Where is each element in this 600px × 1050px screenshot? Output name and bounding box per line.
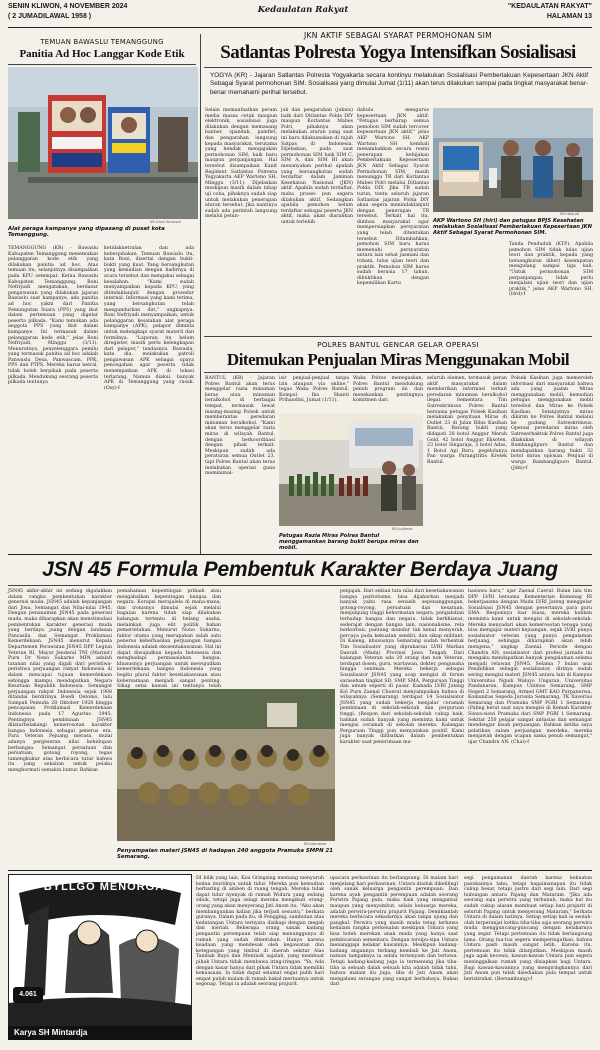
bawaslu-kicker: TEMUAN BAWASLU TEMANGGUNG <box>40 38 164 46</box>
sosialisasi-photo <box>433 108 593 212</box>
jsn-top-rule <box>8 554 592 555</box>
jsn-body-col2: pemahaman kepentingan pribadi atau mengabaikan kepentingan bangsa dan negara. Korupsi merajalela di mana-mana, dan ironisnya dimulai sejak melalui bagaian karena tidak siap dilakukan kalangan tertentu di belang usaha, melainkan juga elit politik bahan pemerintahan. Menurut Nono Sukarno, faktor utama yang merupakan salah satu penerus keberhasilan perjuangan bangsa Indonesia adalah ekosentakawanan. Hal ini dapat diwujudkan kepada Indonesia dan menghadapi permasalahan bangsa, khususnya perjuangan untuk mewujudkan kemerdekaan, bangsa Indonesia yang begitu plural faktor kesetiakawanan atau kebersamaan menjadi sangat penting. Sikap setia kawan ini tentunya telah <box>117 589 221 690</box>
bantul-headline: Ditemukan Penjualan Miras Menggunakan Mobil <box>226 350 570 369</box>
masthead-date: SENIN KLIWON, 4 NOVEMBER 2024 <box>8 3 128 10</box>
masthead <box>8 3 592 25</box>
bantul-body-col4: seluruh elemen, termasuk peran aktif masyarakat dalam memberikan informasi terkait peredaran minuman beralkohol ilegal. Sementara Tim Satreskrimsus Polres Bantul bersama petugas Polsek Kasihan melakukan penyitaan Miras di Outlet 23 di Jalan Bibis Kasihan Bantul, Barang bukti yang didapati 28 botol Anggur Merah Gold, 42 botol Anggur Eksoten, 23 botol Singaraja, 3 botol Adas, 1 Botol Api Baru, pegelolanya Pan warga Parangtritis Kretek Bantul. <box>427 376 507 465</box>
jsn-body-col4: hasiswa baru," ujar Zaenal Caerul. Bulan lalu tim DPP LVRI bersama Kementerian Kemenag RI bekerjasama dengan Mada LVRI Jateng menggelar Sosialisasi JSN45 dengan pesertanya para guru SMA. Responnya luar biasa, mereka bahkan meminta kami untuk mengisi di sekolah-sekolah. Mereka menyadari akan kemerosotan tenaga yang bisa mengajar materi kejuangan, sejak LVRI punya sosialisator veteran yang punya pengalaman berjuang, sehingga diharapkan akan lebih mengena," ungkap Zaenal. Periode dengan Chandra AN, sosialisator dari profesi jurnalis ini mengaku mendapatkan banyak pengalaman selama menjadi relawan JSN45. Selama 7 bulan usai Pendidikan sebagai sosialisator, dirinya sudah sering mengisi materi JSN45 antara lain di Kampus Universitas Ngudi Waluyo Ungaran, Universitas Pandanaran, Kampus Unimus Semarang, SMP Negeri 2 Semarang, Armed GMT KAO Purpanerwa, Komunitas Sepeda Jurusila Semarang, TK Xaverius Semarang dan Pramuka SMP PGRI 1 Semarang. (Paling berat saat saya mengisi di Kemah Karakter Siswa-siswi Pramuka dari SMP PGRI 1 Semarang. Sekitar 250 pelajar sangat antusias dan semangat mendengar kisah perjuangan. Bahkan ketika saya pelatihan salam perjuangan merdeka, mereka menjawab dengan ucapan sama penuh semangat," ujar Chandra AN. (Chai)-f <box>468 589 592 746</box>
bantul-photo-credit: KR-Judiman <box>392 527 413 531</box>
comic-title: Karya SH Mintardja <box>14 1028 88 1037</box>
comic-body-col2: upacara perkawinan itu berlangsung. Di malam hari menjelang hari perkawinan, Untara diaduk dikelilingi oleh sanak keluarga pengantin perempuan. Dan karena ayah pengantin perempuan adalah seorang Perwira Pajang pula, maka baik yang mengantar maupun yang menyambut, selain keluarga mereka, adalah perwira-perwira prajurit Pajang. Demikianlah mereka berbicara sekadarnya akan tanpa ujung dan pangkal. Perwira yang masih muda tetap terbawa kedalam rangka perkenalan meskipun Untara yang bisa boleh merekan anak muda yang hanya saat pembicaraan sementara. Dengan tersipu-sipu Untara menanggapi kelakar kawannya. Meskipun kadang-kadang angannya terbang kembali ke Jati Anom, namun tampaknya ia selalu tersenyum dan tertawa. Tetapi kadang-kadang juga ia termenung jika tiba-tiba ia sebuah dalah sebuah kita adalah tidak tahu, bahwa malam itu juga, tiba di Jati Anom akan mengalami serangan yang sangat berbahaya. Bukan dari <box>330 876 458 988</box>
bantul-rule <box>204 372 592 373</box>
jsn-body-col2b <box>226 589 330 687</box>
left-column-rule <box>200 34 201 554</box>
jsn-bottom-rule <box>8 870 592 871</box>
satlantas-photo-credit: KR-Harjudi <box>560 212 579 216</box>
satlantas-photo <box>433 108 593 212</box>
masthead-paper-name: Kedaulatan Rakyat <box>257 5 349 15</box>
bantul-kicker: POLRES BANTUL GENCAR GELAR OPERASI <box>317 340 479 349</box>
masthead-paper-quote: "KEDAULATAN RAKYAT" <box>507 3 592 10</box>
bawaslu-caption: Alat peraga kampanye yang dipasang di pusat kota Temanggung. <box>8 226 165 239</box>
jsn-photo <box>117 689 335 841</box>
satlantas-headline: Satlantas Polresta Yogya Intensifkan Sosialisasi <box>220 42 576 63</box>
jsn-body-col3: penjajah. Dari sekian tata nilai dari kesetiakawanan bangsa patriotisme, bisa dijabarkan menjadi banyak yaitu rasa senasib sepenanggungan, gotong-royong, persatuan dan kesatuan, menjunjung tinggi kehormatan negara, pengabdian terhadap bangsa dan negara, tidak berkhianat, sederajat dengan bangsa lain, nasionalisme, rela berkorban, pantang mundur tak kenal menyerah, percaya pada kekuatan sendiri, dan sikap militant. Di Kaleng, khususnya Semarang sudah terbentuk Tim Sosialisator yang diprakarsai LVRI Markas Daerah (Mada) Provinsi Jawa Tengah. Dari kalangan Veteran ada 20 orang dan non Veteran, terdapat dosen, guru, wartawan, dokter, pengusaha hingga seniman. Mereka bekerja sebagai Sosialisator JSN45 yang acap mengisi di forum sarasehan tingkat SD, SMP, SMA, Perguruan Tinggi dan umum seperti di pasar. Kamada LVRI Jateng Kol Purn Zaenal Choerul menyampaikan bahwa di wilayahnya (Semarang) terdapat 14 Sosialisator JSN45 yang sudah bekerja menjalar ceramah pembinaan di sekolah-sekolah dan perguruan tinggi. (Respon dari sekolah-sekolah cukup baik, bahkan sudah banyak yang meminta kami untuk mengisi ceramah di sekolah mereka. Kalangan Perguruan Tinggi pun menyatakan positif. Kami juga banyak dilibatkan dalam pembentukan karakter saat penerimaan ma- <box>340 589 464 746</box>
satlantas-bottom-rule <box>204 336 592 337</box>
bantul-body-col3: Waka Polres menegaskan, Polres Bantul mendukung penuh program ini dan menekankan pentingnya komitmen dari <box>353 376 423 404</box>
comic-body-col3: segi pengamanan daerah karena kekuatan pasukannya tahu, tetapi bagaimanapun itu tidak cukup besar, tetapi justru dari segi lain. Dari segi hubungan antara Pajang dan Mataram. "Jika ada seorang saja perwira yang terbunuh, maka hal itu sudah cukup alasan membuat setiap bati prajurit di seluruh Pajang untuk menyerang Mataram," berkata Untara di dalam hatinya. Setiap setiap kali ia seolah-olah terperanjat ketika tiba-tiba saja seorang perwira muda mengguncang-guncang dengan kelakarnya yang segar. Tetapi pertemuan itu tidak berlangsung lama. Orang tua-tua segera memperingatkan, bahwa Untara pasti masih sangat letih. Karena itu, pertemuan itu tidak dilanjutkan. Meskipun masih juga agak kecewa, kawan-kawan Untara pun segera meninggalkan rumah yang disiapkan bagi Untara. Bagi kawan-kawannya yang mengiringkannya dari Jati Anom pun telah disediakan pula tempat untuk beristirahat. (Bersambung)-f <box>464 876 592 982</box>
masthead-rule <box>8 27 592 28</box>
comic-number-badge <box>13 987 43 1003</box>
bawaslu-photo-credit: KR-Zaini Arrosyid <box>150 220 181 224</box>
bantul-body-col5: Polsek Kasihan juga memeroleh informasi dari masyarakat bahwa ada yang jualan Miras menggunakan mobil, kemudian petugas menggunakan mobil tersebut dan Miras ke Polsek Kasihan. Selanjutnya miras dikirim ke Polres Bantul melalui ke gudang Satreskrimsus. Operasi peredaran miras oleh Satreserbaktuk Polres Bantul juga dilakukan di wilayah Bambanglipuro Bantul dan mendapatkan barang bukti 32 botol miras oplosan. Penjual di warga Bambanglipuro Bantul. (Jdm)-f <box>511 376 593 471</box>
jsn-caption: Penyampaian materi JSN45 di hadapan 240 anggota Pramuka SMPN 21 Semarang. <box>117 848 334 861</box>
jsn-body-col1: JSN45 akhir-akhir ini sedang digalakkan dalam rangka pembentukan karakter generasi muda. JSN45 adalah kepanjangan dari Jiwa, Semangat dan Nilai-nilai 1945. Dengan penanaman JSN45 pada generasi muda, maka diharapkan akan menstimulasi pembentukan karakter generasi muda yang berdaya juang dengan landasan Pancasila dan Semangat Proklamasi Kemerdekaan. JSN45 menurut Kepala Departemen Perawatan JSN45 DPP Legiun Veteran RI, Mayor Jenderal TNI (Marinir) Purn Dr Nono Sukarno MPA adalah tatanan nilai yang digali dari peristiwa-peristiwa perjuangan rakyat Indonesia di dalam mencapai tujuan kemerdekaan sehingga mampu mendapatkan Negara Kesatuan Republik Indonesia. Semangat perjuangan rakyat Indonesia sejak 1908 ditandai berdirinya Boedi Oetomo, lalu Sumpah Pemuda 28 Oktober 1928 hingga pencapaian Proklamasi Kemerdekaan Indonesia pada 17 Agustus 1945. Pentingnya pembinaan JSN45 dilatarbelakangi kemerosotan karakter bangsa Indonesia sebagai penerus era. Para Veteran Pejuang merasa, mulai adanya pergeseran nilai kehidupan berbangsa. Semangat persatuan dan persatuan, gotong royong, tegas tamengkukur atas berbicara tutur bahwa itu yang sekalian untuk pelaku menghormati semakin luntur. Bahkan <box>8 589 112 773</box>
satlantas-body-col4: Tanda Penduduk (KTP). Apabila pemohon SIM tidak lulus ujian teori dan praktik, kepada yang bersangkutan diberi kesempatan mengulang sampai tiga kali. "Untuk permohonan SIM perpanjangan, tidak perlu menjalani ujian teori dan ujian praktik," jelas AKP Wartono SH. (Hrd)-f <box>509 242 593 298</box>
masthead-hijri-date: ( 2 JUMADILAWAL 1958 ) <box>8 13 92 20</box>
satlantas-lead: YOGYA (KR) - Jajaran Satlantas Polresta Yogyakarta secara kontinyu melakukan Sosialisasi Pemberlakuan Kepesertaan JKN Aktif Sebagai Syarat permohonan SIM. Sosialisasi yang dimulai Jumat (1/11) akan terus dilakukan sampai pada tingkat masyarakat benar-benar memahami perihal tersebut. <box>210 72 588 96</box>
comic-number: 4.061 <box>19 991 37 998</box>
satlantas-rule <box>204 67 592 68</box>
bantul-photo <box>279 414 423 526</box>
satlantas-kicker: JKN AKTIF SEBAGAI SYARAT PERMOHONAN SIM <box>303 31 493 40</box>
bawaslu-rule <box>8 64 196 65</box>
jsn-photo-credit: KR-Istimewa <box>304 842 327 846</box>
satlantas-body-col1: Selain memanfaatkan perum media massa cetak maupun elektronik, sosialisasi juga dilakukan dengan memasang banner, spanduk, pamflet, dan pengarahan langsung kepada masyarakat, terutama yang hendak mengajukan permohonan SIM, baik baru maupun perpanjangan. Hal tersebut disampaikan Kanit Regident Satlantas Polresta Yogyakarta AKP Wartono SH, Minggu (3/11). Dijelaskan meskipun masih dalam tahap uji coba, pihaknya sudah siap untuk melakukan penerapan aturan tersebut. Jika nantinya sudah ada perintah langsung melalui petun- <box>205 108 277 220</box>
masthead-page-number: HALAMAN 13 <box>546 13 592 20</box>
comic-title-bar <box>8 1026 192 1040</box>
jsn-rule <box>8 585 592 586</box>
comic-body-col1: DI bilik yang lain, Kiai Gringsing memang menyuruh kedua muridnya untuk tidur. Mereka pun kemudian berbaring di amben di ruang tengah. Mereka tidak dapat tidur nyenyak di rumah Widura yang sedang sibuk, tetapi juga selagi mereka mengikuti orang-orang yang akan menyerang Jati Anom itu. "Aku akan membangunkan kalian jika terjadi sesuatu," berkata gurunya. Dalam pada itu, di Pengging, sambutan atas kedatangan Untara ternyata disikapi dengan megah dan meriah. Beberapa orang sanak kadang pengantin perempuan telah siap menunggunya di rumah yang sudah ditentukan. Hanya karena keadaan yang mendesak oleh kegawatan dan ketegangan yang timbul di daerah sekitar Alas Tambak Baya dan Mentaok sajalah, yang membuat pihak Untara tidak membawa iring-iringan. "Ya, Ada dengan kasar hanya dari pihak Untara tidak memiliki kekuasaan. Ia tidak dapat selamat engat pulih hari empat puluh malam di rumah bakal mertuanya untuk segenap. Tetapi ia adalah seorang prajurit. <box>196 876 324 988</box>
satlantas-body-col3: dahulu mengurus kepesertaan JKN aktif. "Petugas berharap semua pemohon SIM sudah tercover kepesertaan JKN aktif," jelas AKP Wartono SH. AKP Wartono SH kembali menambahkan secara resmi penerapan kebijakan Pemberlakuan Kepesertaan JKN Aktif Sebagai Syarat Permohonan SIM, masih menunggu TR dari Korlantas Mabes Polri melalui Ditlantas Polda DIY. Jika TR sudah turun, tentu seluruh jajaran Satlantas jajaran Polda DIY akan segera menindaklanjuti dengan penerapan TR tersebut. Terkait hal itu, dimbau masyarakat agar mempersiapkan persyaratan yang telah ditentukan tersebut. Ditambahkan, pemohon SIM baru harus memenuhi persyaratan antara lain sehat jasmani dan rohani, lulus ujian teori dan praktik. Pemohon SIM harus sudah berusia 17 tahun, dibuktikan dengan kepemilikan Kartu <box>357 108 429 287</box>
satlantas-caption: AKP Wartono SH (hiri) dan petugas BPJS Kesehatan melakukan Sosialisasi Pemberlakuan Kepesertaan JKN Aktif Sebagai Syarat Permohonan SIM. <box>433 218 592 237</box>
bawaslu-headline: Panitia Ad Hoc Langgar Kode Etik <box>19 48 185 60</box>
bawaslu-body-col1: TEMANGGUNG (KR) - Bawaslu Kabupaten Temanggung menemukan pelanggaran kode etik yang dilakukan panitia ad hoc. Atas temuan itu, selanjutnya disampaikan pada KPU setempat. Ketua Bawaslu Kabupaten Temanggung, Roni Nefriyadi mengatakan, berdasar pengawasan yang dilakukan jajaran Bawaslu saat kampanye, ada panitia ad hoc yakni dari Panitia Pemungutan Suara (PPS) yang ikut dalam pertemuan yang digelar peserta pilkada. "Kami temukan ada anggota PPS yang ikut dalam kampanye. Ini termasuk dalam pelanggaran kode etik," jelas Roni Nefriyadi, Minggu (3/11). Menurutnya, penyelenggara pemilu yang termasuk panitia ad hoc adalah Panwaslu Desa, Panwascam, PPK, PPS dan PTPS. Mereka harus netral, tidak boleh berpihak pada peserta pilkada. Mendukung seorang peserta pilkada tentunya <box>8 246 98 386</box>
campaign-banner-photo <box>8 67 198 219</box>
miras-seizure-photo <box>279 414 423 526</box>
comic-illustration <box>8 874 192 1026</box>
bawaslu-photo <box>8 67 198 219</box>
pramuka-audience-photo <box>117 689 335 841</box>
bantul-body-col2: isir penjual-penjual tanpa izin ataupun via online," tegas Waka Polres Bantul, Kompol Ika Shanti Prihandini, Jumat (1/11). <box>279 376 349 404</box>
satlantas-body-col2: juk dan pengarahan (juknis) baik dari Ditlantas Polda DIY maupun Korlantas Mabes Polri, pihaknya akan melakukan aturan yang saat ini baru dilaksanakan di tujuh Satpas di Indonesia. Dijelaskan, pada saat permohonan SIM baik SIM C, SIM A, dan SIM BI akan menanyakan perihal apakah yang bersangkutan sudah terdaftar dalam Jaminan Kesehatan Nasional (JKN) aktif. Apabila sudah terdaftar, maka proses pun segera dilakukan aktif. Sedangkan apabila pemohon belum terdaftar sebagai peserta JKN aktif, maka akan diarahkan untuk terlebih <box>281 108 353 225</box>
comic-banner-text: BYLLGO MENORGA <box>43 881 165 893</box>
bantul-body-col1: BANTUL (KR) - Jajaran Polres Bantul akan terus menggelar razia minuman keras atau minuman beralkohol di berbagai tempat, termasuk lewat masing-masing Polsek untuk memberantas peredaran minuman beralkohol. "Kami akan terus menggelar razia miras di wilayah Bantul, dengan berkoordinasi dengan pihak terkait. Meskipun sudah ada peraturan semua Outlet 23, tapi Polres Bantul akan terus melakukan operasi guna meminimal- <box>205 376 275 477</box>
bawaslu-body-col2: ketidaknetralan dan ada keberpihakan. Temuan Bawaslu itu, kata Roni, disertai dengan bukti-bukti yang kuat. Yang bersangkutan yang kemudian dengan hadirnya di acara tersebut dan mengakui sebagai kesalahan. "Kami sudah menyampaikan kepada KPU, yang ditindaklanjuti dengan prosedur internal. Informasi yang kami terima, yang bersangkutan telah mengundurkan diri," ungkapnya. Roni Nefriyadi menyampaikan, untuk pelanggaran kesalahan alat peraga kampanye (APK), pelapor diminta untuk melengkapi syarat materil dan formilnya. "Laporan itu belum diregister, masih perlu kelengkapan dari pelapor," tandasnya. Bawaslu, kata dia, melakukan patroli pengawasan APK sebagai upaya pencegahan agar peserta tidak menempatkan APK di lokasi terlarang. Namun diakui, banyak APK di Temanggung yang rusak. (Osy)-f <box>104 246 194 391</box>
jsn-headline: JSN 45 Formula Pembentuk Karakter Berdaya Juang <box>42 558 558 581</box>
bantul-caption: Petugas Razia Miras Polres Bantul menggamankan barang bukti berupa miras dan mobil. <box>279 533 419 552</box>
